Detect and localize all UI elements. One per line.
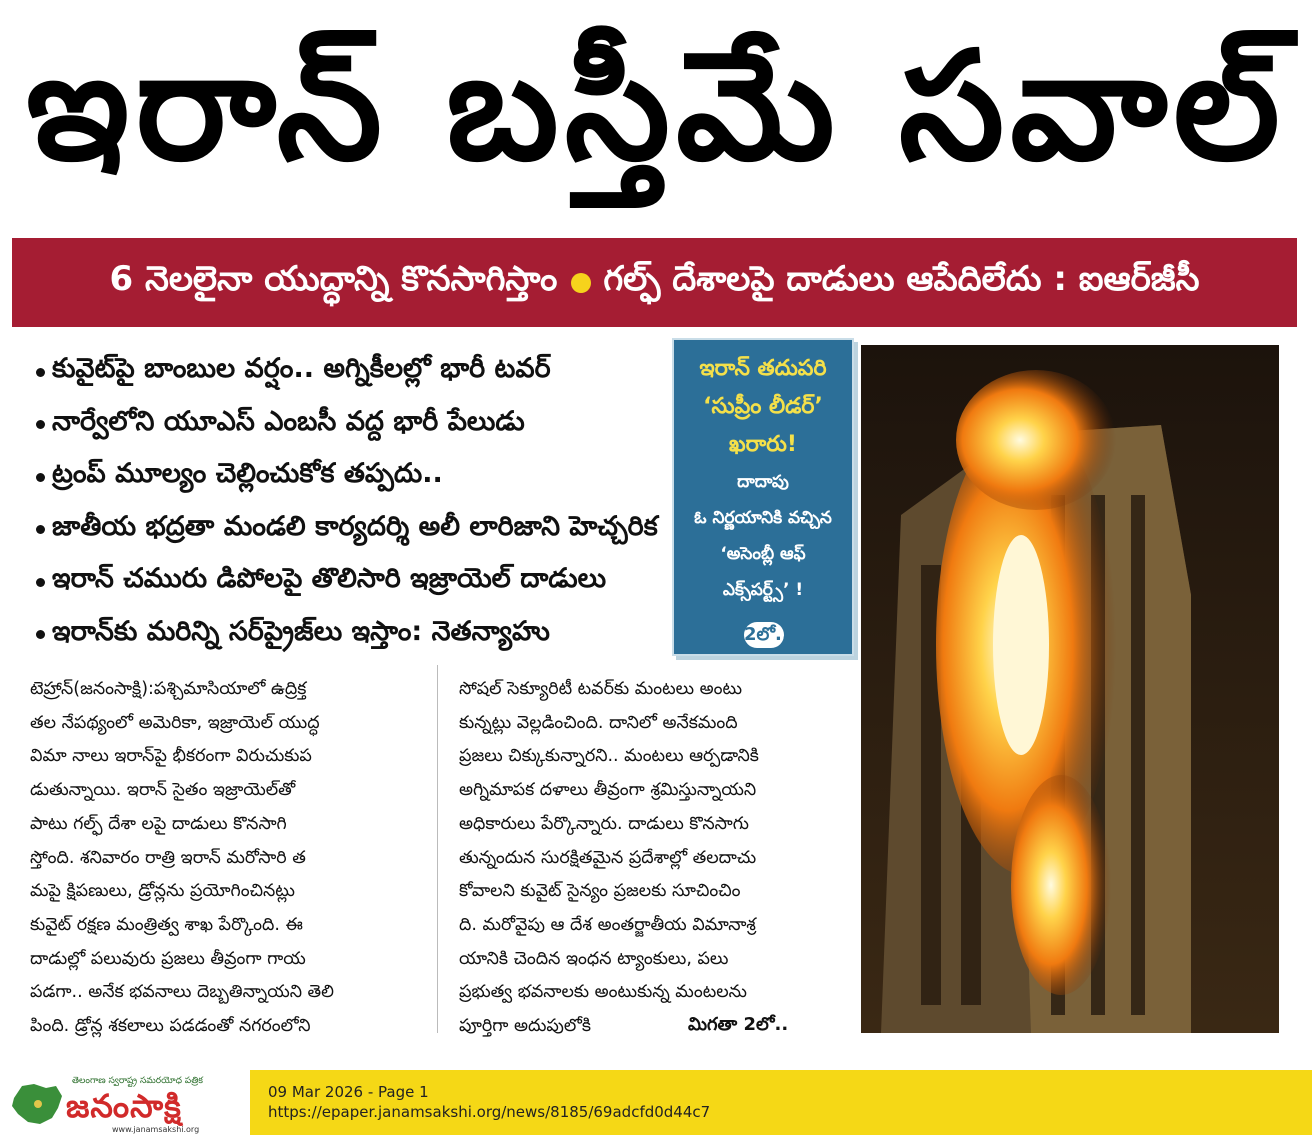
- article-line: పింది. డ్రోన్ల శకలాలు పడడంతో నగరంలోని: [30, 1016, 311, 1037]
- article-line: కువైట్ రక్షణ మంత్రిత్వ శాఖ పేర్కొంది. ఈ: [30, 914, 303, 935]
- page-reference-badge[interactable]: 2లో..: [744, 622, 784, 648]
- bullet-text: జాతీయ భద్రతా మండలి కార్యదర్శి అలీ లారిజాని హెచ్చరిక: [52, 510, 658, 542]
- bullet-item: [36, 609, 656, 662]
- bullet-dot-icon: [571, 273, 591, 293]
- sidebox-highlight-line: ఖరారు!: [729, 432, 797, 457]
- bullet-icon: [36, 630, 45, 639]
- sidebox-text-line: ఎక్స్‌పర్ట్స్’ !: [722, 580, 804, 600]
- bullet-icon: [36, 368, 45, 377]
- sidebox-text-line: ‘అసెంబ్లీ ఆఫ్: [720, 544, 806, 564]
- bullet-item: [36, 504, 656, 557]
- bullet-text: ట్రంప్ మూల్యం చెల్లించుకోక తప్పదు..: [52, 458, 443, 490]
- bullet-text: నార్వేలోని యూఎస్ ఎంబసీ వద్ద భారీ పేలుడు: [52, 405, 525, 437]
- article-line: స్తోంది. శనివారం రాత్రి ఇరాన్ మరోసారి త: [30, 847, 306, 868]
- bullet-item: [36, 399, 656, 452]
- column-divider: [437, 665, 438, 1033]
- sidebox-text-line: ఓ నిర్ణయానికి వచ్చిన: [694, 508, 832, 528]
- footer-date-page: 09 Mar 2026 - Page 1: [268, 1083, 429, 1101]
- article-line: పాటు గల్ఫ్ దేశా లపై దాడులు కొనసాగి: [30, 813, 287, 834]
- continued-label[interactable]: మిగతా 2లో..: [688, 1014, 789, 1035]
- article-line: తున్నందున సురక్షితమైన ప్రదేశాల్లో తలదాచు: [459, 847, 757, 868]
- sidebox-text: [674, 464, 852, 608]
- bullet-list: [36, 346, 656, 661]
- bullet-icon: [36, 473, 45, 482]
- article-line: అధికారులు పేర్కొన్నారు. దాడులు కొనసాగు: [459, 813, 749, 834]
- article-line: కోవాలని కువైట్ సైన్యం ప్రజలకు సూచించిం: [459, 881, 741, 902]
- telangana-map-icon: [8, 1080, 64, 1128]
- subheadline-part2: గల్ఫ్ దేశాలపై దాడులు ఆపేదిలేదు : ఐఆర్‌జీసీ: [603, 258, 1200, 299]
- bullet-icon: [36, 525, 45, 534]
- article-line: ప్రజలు చిక్కుకున్నారని.. మంటలు ఆర్పడానికి: [459, 746, 759, 767]
- bullet-icon: [36, 578, 45, 587]
- subheadline-part1: 6 నెలలైనా యుద్ధాన్ని కొనసాగిస్తాం: [109, 258, 558, 299]
- bullet-item: [36, 346, 656, 399]
- sidebox-highlight-line: ఇరాన్ తదుపరి: [699, 356, 827, 381]
- logo-tagline: తెలంగాణ స్వరాష్ట్ర సమరయోధ పత్రిక: [72, 1076, 203, 1086]
- article-line: సోషల్ సెక్యూరిటీ టవర్‌కు మంటలు అంటు: [459, 679, 743, 699]
- article-column-2: [459, 673, 835, 1044]
- sidebox-text-line: దాదాపు: [737, 472, 789, 492]
- bullet-item: [36, 451, 656, 504]
- article-line: ప్రభుత్వ భవనాలకు అంటుకున్న మంటలను: [459, 982, 747, 1003]
- article-line: మపై క్షిపణులు, డ్రోన్లను ప్రయోగించినట్లు: [30, 881, 295, 902]
- article-line: పూర్తిగా అదుపులోకి: [459, 1016, 592, 1037]
- logo-site: www.janamsakshi.org: [112, 1125, 200, 1134]
- article-line: తల నేపథ్యంలో అమెరికా, ఇజ్రాయెల్ యుద్ధ: [30, 712, 320, 733]
- sidebox-highlight: [674, 350, 852, 464]
- article-line: డుతున్నాయి. ఇరాన్ సైతం ఇజ్రాయెల్‌తో: [30, 780, 296, 801]
- bullet-item: [36, 556, 656, 609]
- footer-url-link[interactable]: https://epaper.janamsakshi.org/news/8185/69adcfd0d44c7: [268, 1103, 711, 1121]
- article-line: దాడుల్లో పలువురు ప్రజలు తీవ్రంగా గాయ: [30, 948, 306, 969]
- article-line: టెహ్రాన్(జనంసాక్షి):పశ్చిమాసియాలో ఉద్రిక్త: [30, 679, 307, 699]
- bullet-text: కువైట్‌పై బాంబుల వర్షం.. అగ్నికీలల్లో భారీ టవర్: [52, 353, 551, 385]
- bullet-text: ఇరాన్ చమురు డిపోలపై తొలిసారి ఇజ్రాయెల్ దాడులు: [52, 563, 607, 595]
- sidebar-box: [672, 338, 854, 656]
- publication-logo[interactable]: [0, 1070, 250, 1135]
- headline: [20, 18, 1292, 233]
- article-column-1: [30, 673, 412, 1044]
- article-line: కున్నట్లు వెల్లడించింది. దానిలో అనేకమంది: [459, 712, 738, 733]
- sidebox-highlight-line: ‘సుప్రీం లీడర్’: [703, 394, 823, 419]
- bullet-text: ఇరాన్‌కు మరిన్ని సర్‌ప్రైజ్‌లు ఇస్తాం: నెతన్యాహు: [52, 615, 550, 647]
- subheadline-banner: [12, 238, 1297, 327]
- bullet-icon: [36, 420, 45, 429]
- burning-tower-photo: [861, 345, 1279, 1033]
- article-line: యానికి చెందిన ఇంధన ట్యాంకులు, పలు: [459, 948, 729, 969]
- article-line: అగ్నిమాపక దళాలు తీవ్రంగా శ్రమిస్తున్నాయని: [459, 780, 757, 801]
- logo-name: జనంసాక్షి: [66, 1087, 182, 1125]
- article-line: విమా నాలు ఇరాన్‌పై భీకరంగా విరుచుకుప: [30, 746, 312, 767]
- headline-text: ఇరాన్ బస్తీమే సవాల్: [26, 20, 1286, 194]
- article-line: ది. మరోవైపు ఆ దేశ అంతర్జాతీయ విమానాశ్ర: [459, 914, 756, 935]
- footer-bar: [0, 1070, 1312, 1135]
- article-line: పడగా.. అనేక భవనాలు దెబ్బతిన్నాయని తెలి: [30, 982, 334, 1003]
